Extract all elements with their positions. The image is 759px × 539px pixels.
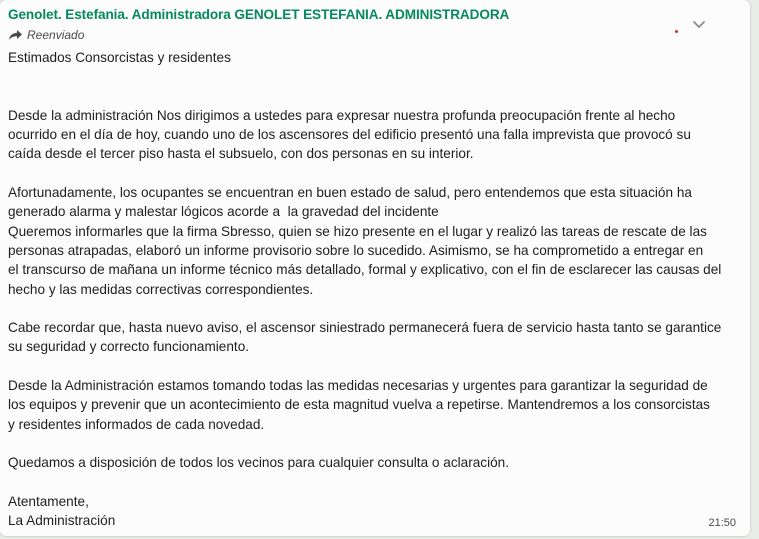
chevron-down-icon[interactable] [692,20,706,30]
paragraph-4: Desde la Administración estamos tomando todas las medidas necesarias y urgentes para garantizar la seguridad de los equipos y prevenir que un acontecimiento de esta magnitud vuelva a repetirse. Mantendremos a los consorcistas y residentes informados de cada novedad. [8,378,710,432]
status-dot [675,30,678,33]
paragraph-1: Desde la administración Nos dirigimos a ustedes para expresar nuestra profunda preocupación frente al hecho ocurrido en el día de hoy, cuando uno de los ascensores del edificio presentó una falla imprevista que provocó su caída desde el tercer piso hasta el subsuelo, con dos personas en su interior. [8,107,691,162]
greeting-text: Estimados Consorcistas y residentes [8,50,231,65]
closing-text: Atentamente, [8,493,89,509]
sender-name[interactable]: Genolet. Estefania. Administradora GENOLET ESTEFANIA. ADMINISTRADORA [8,7,510,22]
forward-arrow-icon [8,29,23,41]
forwarded-indicator [8,27,740,43]
paragraph-5: Quedamos a disposición de todos los vecinos para cualquier consulta o aclaración. [8,455,509,471]
forwarded-label: Reenviado [27,28,85,42]
paragraph-3: Cabe recordar que, hasta nuevo aviso, el ascensor siniestrado permanecerá fuera de servicio hasta tanto se garantice su seguridad y correcto funcionamiento. [8,320,722,355]
message-timestamp: 21:50 [708,517,736,529]
signature-text: La Administración [8,513,116,529]
paragraph-2: Afortunadamente, los ocupantes se encuentran en buen estado de salud, pero entendemos que esta situación ha generado alarma y malestar lógicos acorde a la gravedad del incidente Queremos informarles que la firma Sbresso, quien se hizo presente en el lugar y realizó las tareas de rescate de las personas atrapadas, elaboró un informe provisorio sobre lo sucedido. Asimismo, se ha comprometido a entregar en el transcurso de mañana un informe técnico más detallado, formal y explicativo, con el fin de esclarecer las causas del hecho y las medidas correctivas correspondientes. [8,185,722,297]
message-body [8,48,740,530]
